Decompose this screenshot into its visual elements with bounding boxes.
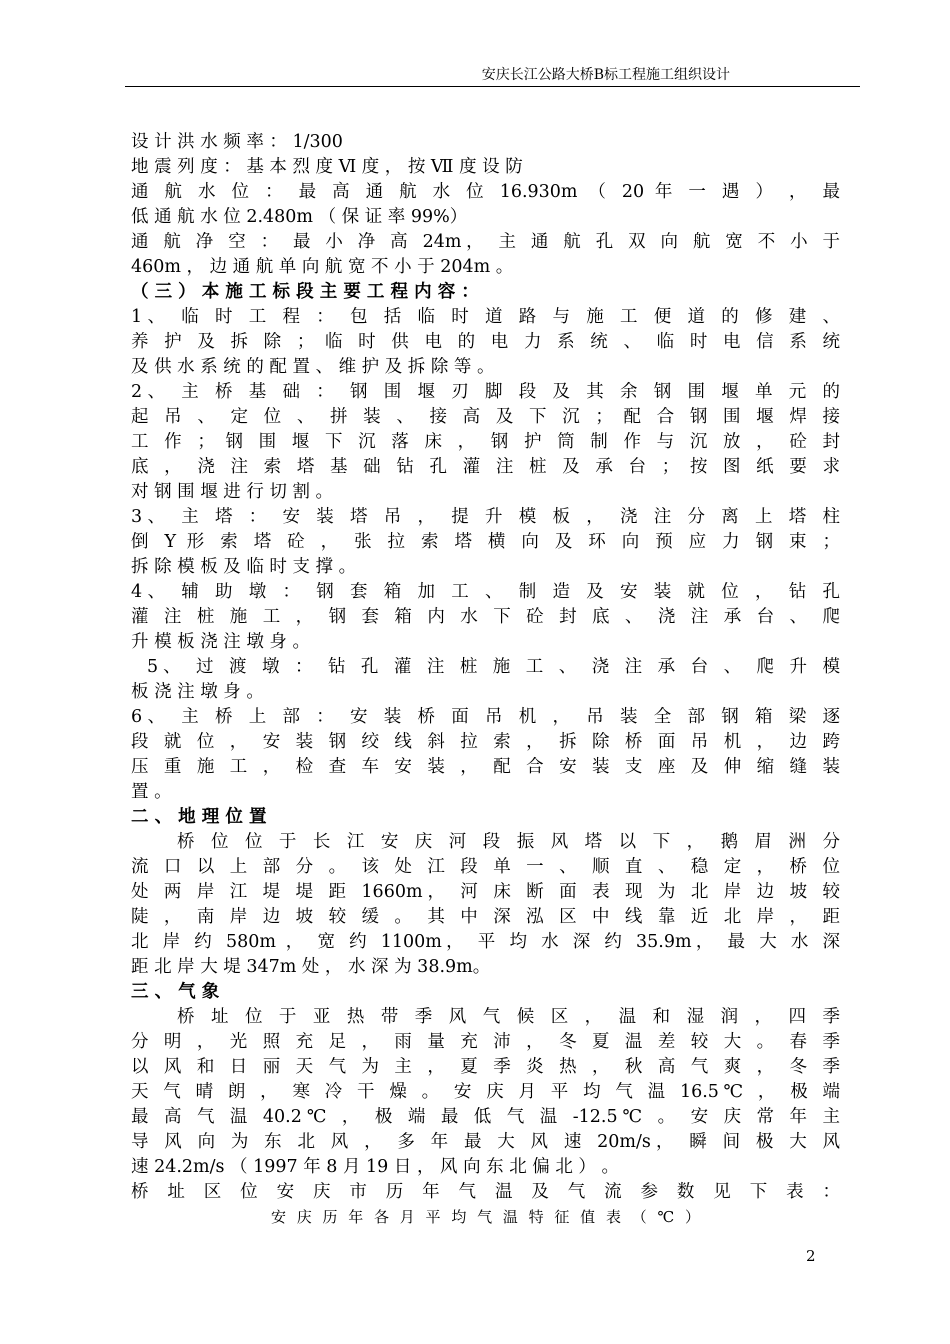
text-line: 对 钢 围 堰 进 行 切 割 。 bbox=[131, 482, 334, 502]
text-line: 置 。 bbox=[131, 782, 172, 802]
text-line: 1、 临 时 工 程 ： 包 括 临 时 道 路 与 施 工 便 道 的 修 建 、 bbox=[131, 307, 840, 327]
text-line: 及 供 水 系 统 的 配 置 、 维 护 及 拆 除 等 。 bbox=[131, 357, 495, 377]
text-line: 速 24.2m/s （ 1997 年 8 月 19 日 ， 风 向 东 北 偏 北 ） 。 bbox=[131, 1157, 619, 1177]
text-line: 板 浇 注 墩 身 。 bbox=[131, 682, 264, 702]
body-text bbox=[131, 130, 840, 1230]
text-line: 桥 址 区 位 安 庆 市 历 年 气 温 及 气 流 参 数 见 下 表 ： bbox=[131, 1182, 840, 1202]
text-line: 升 模 板 浇 注 墩 身 。 bbox=[131, 632, 310, 652]
text-line: 桥 址 位 于 亚 热 带 季 风 气 候 区 ， 温 和 湿 润 ， 四 季 bbox=[177, 1007, 840, 1027]
text-line: 养 护 及 拆 除 ； 临 时 供 电 的 电 力 系 统 、 临 时 电 信 系 统 bbox=[131, 332, 840, 352]
text-line: 导 风 向 为 东 北 风 ， 多 年 最 大 风 速 20m/s， 瞬 间 极 大 风 bbox=[131, 1132, 840, 1152]
text-line: 底 ， 浇 注 索 塔 基 础 钻 孔 灌 注 桩 及 承 台 ； 按 图 纸 要 求 bbox=[131, 457, 840, 477]
text-line: 拆 除 模 板 及 临 时 支 撑 。 bbox=[131, 557, 357, 577]
text-line: 起 吊 、 定 位 、 拼 装 、 接 高 及 下 沉 ； 配 合 钢 围 堰 焊 接 bbox=[131, 407, 840, 427]
text-line: 北 岸 约 580m ， 宽 约 1100m， 平 均 水 深 约 35.9m， 最 大 水 深 bbox=[131, 932, 840, 952]
text-line: 倒 Y 形 索 塔 砼 ， 张 拉 索 塔 横 向 及 环 向 预 应 力 钢 束 ； bbox=[131, 532, 840, 552]
text-line: 分 明 ， 光 照 充 足 ， 雨 量 充 沛 ， 冬 夏 温 差 较 大 。 春 季 bbox=[131, 1032, 840, 1052]
text-line: 460m ， 边 通 航 单 向 航 宽 不 小 于 204m 。 bbox=[131, 257, 514, 277]
text-line: 处 两 岸 江 堤 堤 距 1660m， 河 床 断 面 表 现 为 北 岸 边 坡 较 bbox=[131, 882, 840, 902]
header-rule bbox=[125, 86, 860, 87]
text-line: 4、 辅 助 墩 ： 钢 套 箱 加 工 、 制 造 及 安 装 就 位 ， 钻 孔 bbox=[131, 582, 840, 602]
page-number: 2 bbox=[806, 1247, 816, 1265]
text-line: 地 震 列 度 ： 基 本 烈 度 Ⅵ 度 ， 按 Ⅶ 度 设 防 bbox=[131, 157, 523, 177]
text-line: 天 气 晴 朗 ， 寒 冷 干 燥 。 安 庆 月 平 均 气 温 16.5℃ ， 极 端 bbox=[131, 1082, 840, 1102]
text-line: 通 航 水 位 ： 最 高 通 航 水 位 16.930m （ 20 年 一 遇 ） ， 最 bbox=[131, 182, 840, 202]
section-heading: 三 、 气 象 bbox=[131, 982, 220, 1002]
text-line: 桥 位 位 于 长 江 安 庆 河 段 振 风 塔 以 下 ， 鹅 眉 洲 分 bbox=[177, 832, 840, 852]
text-line: 6、 主 桥 上 部 ： 安 装 桥 面 吊 机 ， 吊 装 全 部 钢 箱 梁 逐 bbox=[131, 707, 840, 727]
text-line: 最 高 气 温 40.2℃ ， 极 端 最 低 气 温 -12.5℃ 。 安 庆 常 年 主 bbox=[131, 1107, 840, 1127]
text-line: 工 作 ； 钢 围 堰 下 沉 落 床 ， 钢 护 筒 制 作 与 沉 放 ， 砼 封 bbox=[131, 432, 840, 452]
text-line: 低 通 航 水 位 2.480m （ 保 证 率 99%） bbox=[131, 207, 468, 227]
text-line: 段 就 位 ， 安 装 钢 绞 线 斜 拉 索 ， 拆 除 桥 面 吊 机 ， 边 跨 bbox=[131, 732, 840, 752]
text-line: 5、 过 渡 墩 ： 钻 孔 灌 注 桩 施 工 、 浇 注 承 台 、 爬 升 模 bbox=[147, 657, 840, 677]
section-heading: 二 、 地 理 位 置 bbox=[131, 807, 267, 827]
table-caption: 安 庆 历 年 各 月 平 均 气 温 特 征 值 表 （ ℃ ） bbox=[270, 1208, 701, 1226]
text-line: 压 重 施 工 ， 检 查 车 安 装 ， 配 合 安 装 支 座 及 伸 缩 缝 装 bbox=[131, 757, 840, 777]
text-line: 距 北 岸 大 堤 347m 处 ， 水 深 为 38.9m。 bbox=[131, 957, 491, 977]
text-line: 流 口 以 上 部 分 。 该 处 江 段 单 一 、 顺 直 、 稳 定 ， 桥 位 bbox=[131, 857, 840, 877]
text-line: 2、 主 桥 基 础 ： 钢 围 堰 刃 脚 段 及 其 余 钢 围 堰 单 元 的 bbox=[131, 382, 840, 402]
text-line: 以 风 和 日 丽 天 气 为 主 ， 夏 季 炎 热 ， 秋 高 气 爽 ， 冬 季 bbox=[131, 1057, 840, 1077]
text-line: 设 计 洪 水 频 率 ： 1/300 bbox=[131, 132, 343, 152]
text-line: 灌 注 桩 施 工 ， 钢 套 箱 内 水 下 砼 封 底 、 浇 注 承 台 、 爬 bbox=[131, 607, 840, 627]
section-heading: （ 三 ） 本 施 工 标 段 主 要 工 程 内 容 ： bbox=[131, 282, 479, 302]
text-line: 陡 ， 南 岸 边 坡 较 缓 。 其 中 深 泓 区 中 线 靠 近 北 岸 ， 距 bbox=[131, 907, 840, 927]
header-title: 安庆长江公路大桥B标工程施工组织设计 bbox=[481, 67, 730, 83]
text-line: 通 航 净 空 ： 最 小 净 高 24m， 主 通 航 孔 双 向 航 宽 不 小 于 bbox=[131, 232, 840, 252]
page-header bbox=[125, 64, 860, 84]
text-line: 3、 主 塔 ： 安 装 塔 吊 ， 提 升 模 板 ， 浇 注 分 离 上 塔 柱 bbox=[131, 507, 840, 527]
